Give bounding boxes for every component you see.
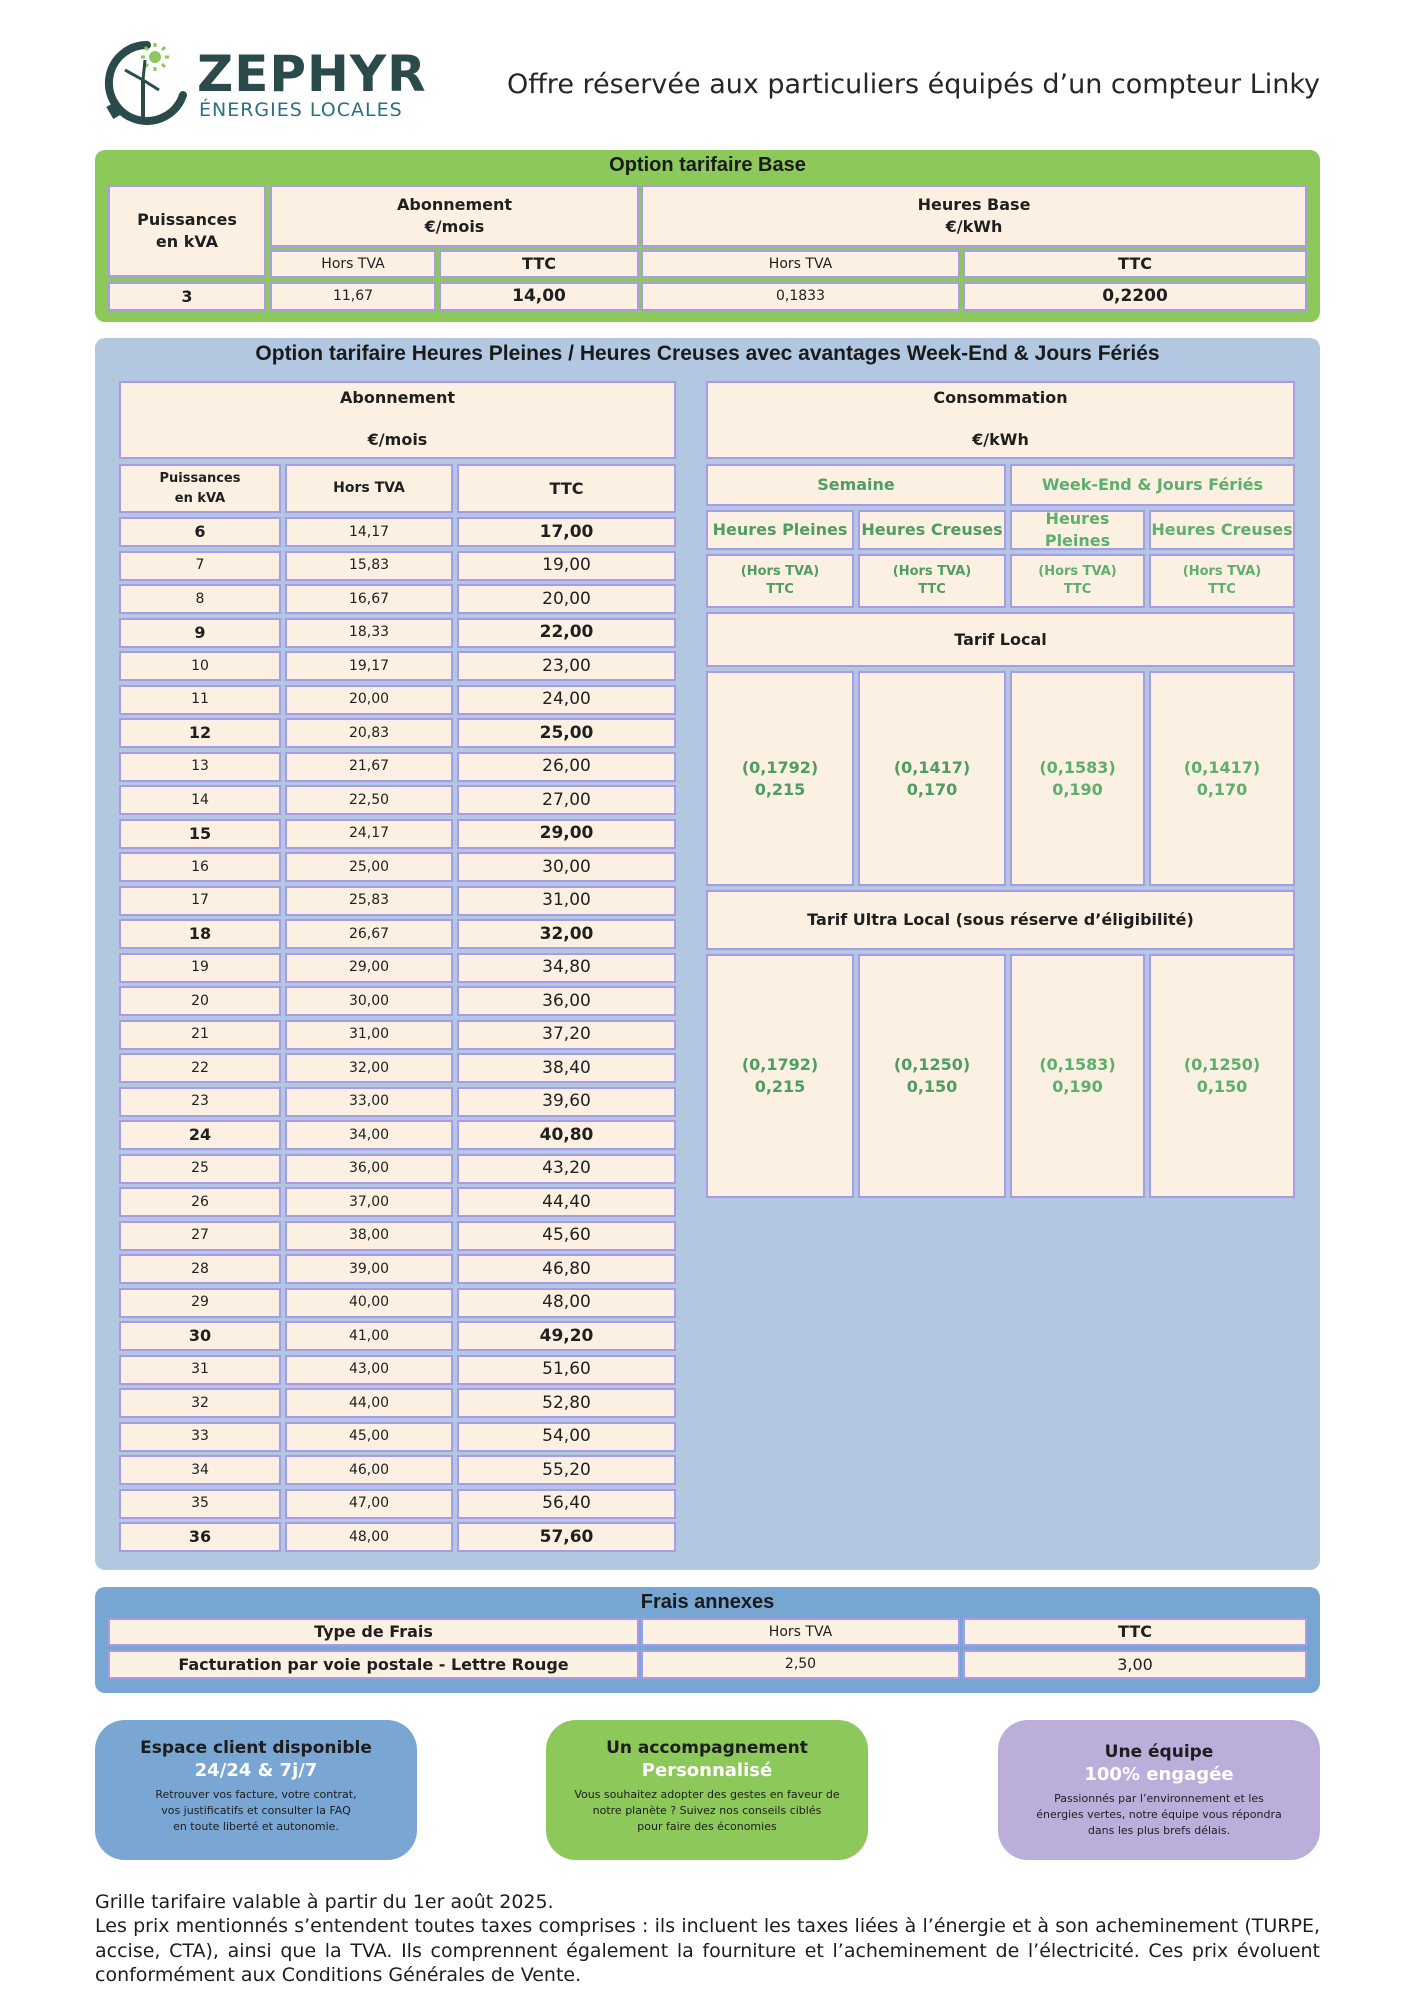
fees-ttc-header: TTC — [963, 1618, 1307, 1646]
row-kva: 22 — [119, 1053, 281, 1083]
row-kva: 7 — [119, 551, 281, 581]
header — [95, 35, 1320, 135]
tarif-ultra-local-header: Tarif Ultra Local (sous réserve d’éligibilité) — [706, 890, 1295, 950]
row-ht: 24,17 — [285, 819, 453, 849]
row-kva: 30 — [119, 1321, 281, 1351]
row-ht: 41,00 — [285, 1321, 453, 1351]
weekend-hc-header: Heures Creuses — [1149, 510, 1295, 550]
row-ht: 15,83 — [285, 551, 453, 581]
local-weekday-hc: (0,1417) 0,170 — [858, 671, 1006, 886]
row-ttc: 26,00 — [457, 752, 676, 782]
row-ht: 45,00 — [285, 1422, 453, 1452]
hphc-subscription-header: Abonnement €/mois — [119, 381, 676, 459]
row-ht: 31,00 — [285, 1020, 453, 1050]
row-ht: 47,00 — [285, 1489, 453, 1519]
row-ttc: 19,00 — [457, 551, 676, 581]
row-ht: 33,00 — [285, 1087, 453, 1117]
row-ht: 18,33 — [285, 618, 453, 648]
price-disclaimer: Les prix mentionnés s’entendent toutes taxes comprises : ils incluent les taxes liées à l’énergie et à son acheminement (TURPE, accise, CTA), ainsi que la TVA. Ils comprennent également la fourniture et l’acheminement de l’électricité. Ces prix évoluent conformément aux Conditions Générales de Vente. — [95, 1915, 1320, 1986]
row-kva: 16 — [119, 852, 281, 882]
row-ttc: 31,00 — [457, 886, 676, 916]
row-ttc: 30,00 — [457, 852, 676, 882]
row-ht: 25,83 — [285, 886, 453, 916]
row-ht: 32,00 — [285, 1053, 453, 1083]
row-kva: 10 — [119, 651, 281, 681]
row-ttc: 51,60 — [457, 1355, 676, 1385]
row-ttc: 54,00 — [457, 1422, 676, 1452]
row-ttc: 25,00 — [457, 718, 676, 748]
local-weekend-hp: (0,1583) 0,190 — [1010, 671, 1145, 886]
row-ttc: 49,20 — [457, 1321, 676, 1351]
row-kva: 11 — [119, 685, 281, 715]
row-ht: 43,00 — [285, 1355, 453, 1385]
row-ht: 25,00 — [285, 852, 453, 882]
base-row-hb-ht: 0,1833 — [641, 282, 960, 311]
row-ttc: 57,60 — [457, 1522, 676, 1552]
base-hours-header: Heures Base €/kWh — [641, 185, 1307, 247]
local-weekend-hc: (0,1417) 0,170 — [1149, 671, 1295, 886]
row-kva: 25 — [119, 1154, 281, 1184]
ultra-weekend-hc: (0,1250) 0,150 — [1149, 954, 1295, 1198]
row-ht: 36,00 — [285, 1154, 453, 1184]
row-ttc: 48,00 — [457, 1288, 676, 1318]
hphc-ht-header: Hors TVA — [285, 464, 453, 513]
row-kva: 35 — [119, 1489, 281, 1519]
row-kva: 13 — [119, 752, 281, 782]
brand-subtitle: ÉNERGIES LOCALES — [199, 99, 403, 121]
weekday-hp-units: (Hors TVA) TTC — [706, 554, 854, 608]
tarif-local-header: Tarif Local — [706, 612, 1295, 667]
hphc-ttc-header: TTC — [457, 464, 676, 513]
base-option-panel — [95, 150, 1320, 322]
row-ht: 22,50 — [285, 785, 453, 815]
row-kva: 32 — [119, 1388, 281, 1418]
row-ttc: 44,40 — [457, 1187, 676, 1217]
row-ht: 21,67 — [285, 752, 453, 782]
row-kva: 18 — [119, 919, 281, 949]
row-ttc: 23,00 — [457, 651, 676, 681]
row-ht: 19,17 — [285, 651, 453, 681]
base-row-abo-ttc: 14,00 — [439, 282, 639, 311]
base-hb-ttc-header: TTC — [963, 250, 1307, 278]
base-option-title: Option tarifaire Base — [609, 154, 806, 176]
weekday-hc-units: (Hors TVA) TTC — [858, 554, 1006, 608]
row-ttc: 37,20 — [457, 1020, 676, 1050]
base-power-header: Puissances en kVA — [108, 185, 266, 277]
row-kva: 20 — [119, 986, 281, 1016]
fees-title: Frais annexes — [640, 1591, 775, 1613]
row-ttc: 55,20 — [457, 1455, 676, 1485]
row-ttc: 32,00 — [457, 919, 676, 949]
base-row-hb-ttc: 0,2200 — [963, 282, 1307, 311]
ultra-weekday-hc: (0,1250) 0,150 — [858, 954, 1006, 1198]
fees-row-ttc: 3,00 — [963, 1650, 1307, 1679]
row-kva: 15 — [119, 819, 281, 849]
row-ttc: 29,00 — [457, 819, 676, 849]
row-kva: 6 — [119, 517, 281, 547]
row-ht: 39,00 — [285, 1254, 453, 1284]
row-kva: 31 — [119, 1355, 281, 1385]
base-row-kva: 3 — [108, 282, 266, 311]
row-kva: 24 — [119, 1120, 281, 1150]
row-ht: 44,00 — [285, 1388, 453, 1418]
pill-support: Un accompagnement Personnalisé Vous souhaitez adopter des gestes en faveur de notre planète ? Suivez nos conseils ciblés pour faire des économies — [546, 1720, 868, 1860]
row-ttc: 22,00 — [457, 618, 676, 648]
hphc-option-panel — [95, 338, 1320, 1570]
fees-panel — [95, 1587, 1320, 1693]
weekday-hc-header: Heures Creuses — [858, 510, 1006, 550]
row-ht: 14,17 — [285, 517, 453, 547]
row-kva: 27 — [119, 1221, 281, 1251]
row-kva: 23 — [119, 1087, 281, 1117]
row-kva: 17 — [119, 886, 281, 916]
row-ttc: 56,40 — [457, 1489, 676, 1519]
hphc-power-header: Puissances en kVA — [119, 464, 281, 513]
brand-name: ZEPHYR — [197, 45, 427, 103]
row-ht: 20,83 — [285, 718, 453, 748]
row-ht: 38,00 — [285, 1221, 453, 1251]
validity-note: Grille tarifaire valable à partir du 1er août 2025. — [95, 1891, 554, 1913]
row-ttc: 34,80 — [457, 953, 676, 983]
weekend-header: Week-End & Jours Fériés — [1010, 464, 1295, 506]
row-ht: 34,00 — [285, 1120, 453, 1150]
row-ht: 37,00 — [285, 1187, 453, 1217]
row-ht: 46,00 — [285, 1455, 453, 1485]
row-ttc: 36,00 — [457, 986, 676, 1016]
row-kva: 28 — [119, 1254, 281, 1284]
fees-ht-header: Hors TVA — [641, 1618, 960, 1646]
row-kva: 34 — [119, 1455, 281, 1485]
weekend-hp-units: (Hors TVA) TTC — [1010, 554, 1145, 608]
footer-notes — [95, 1890, 1320, 1987]
row-ht: 16,67 — [285, 584, 453, 614]
weekend-hc-units: (Hors TVA) TTC — [1149, 554, 1295, 608]
row-kva: 19 — [119, 953, 281, 983]
weekday-header: Semaine — [706, 464, 1006, 506]
brand-logo — [95, 35, 427, 130]
row-ttc: 24,00 — [457, 685, 676, 715]
row-kva: 12 — [119, 718, 281, 748]
wind-plug-icon — [95, 35, 195, 130]
row-ttc: 20,00 — [457, 584, 676, 614]
row-ht: 30,00 — [285, 986, 453, 1016]
row-ht: 40,00 — [285, 1288, 453, 1318]
row-kva: 8 — [119, 584, 281, 614]
base-abo-ttc-header: TTC — [439, 250, 639, 278]
row-ht: 26,67 — [285, 919, 453, 949]
row-ttc: 40,80 — [457, 1120, 676, 1150]
pill-customer-space: Espace client disponible 24/24 & 7j/7 Retrouver vos facture, votre contrat, vos justificatifs et consulter la FAQ en toute liberté et autonomie. — [95, 1720, 417, 1860]
row-ttc: 17,00 — [457, 517, 676, 547]
fees-row-label: Facturation par voie postale - Lettre Rouge — [108, 1650, 639, 1679]
row-kva: 9 — [119, 618, 281, 648]
local-weekday-hp: (0,1792) 0,215 — [706, 671, 854, 886]
row-ht: 29,00 — [285, 953, 453, 983]
hphc-option-title: Option tarifaire Heures Pleines / Heures Creuses avec avantages Week-End & Jours Fériés — [255, 342, 1160, 365]
ultra-weekday-hp: (0,1792) 0,215 — [706, 954, 854, 1198]
row-ttc: 43,20 — [457, 1154, 676, 1184]
row-kva: 36 — [119, 1522, 281, 1552]
row-ttc: 39,60 — [457, 1087, 676, 1117]
row-kva: 33 — [119, 1422, 281, 1452]
page-tagline: Offre réservée aux particuliers équipés d’un compteur Linky — [506, 69, 1320, 100]
base-hb-ht-header: Hors TVA — [641, 250, 960, 278]
row-ht: 20,00 — [285, 685, 453, 715]
row-kva: 14 — [119, 785, 281, 815]
fees-type-header: Type de Frais — [108, 1618, 639, 1646]
base-subscription-header: Abonnement €/mois — [270, 185, 639, 247]
row-ttc: 46,80 — [457, 1254, 676, 1284]
ultra-weekend-hp: (0,1583) 0,190 — [1010, 954, 1145, 1198]
weekday-hp-header: Heures Pleines — [706, 510, 854, 550]
row-kva: 21 — [119, 1020, 281, 1050]
row-ttc: 38,40 — [457, 1053, 676, 1083]
row-kva: 26 — [119, 1187, 281, 1217]
consumption-header: Consommation €/kWh — [706, 381, 1295, 459]
pill-team: Une équipe 100% engagée Passionnés par l’environnement et les énergies vertes, notre équipe vous répondra dans les plus brefs délais. — [998, 1720, 1320, 1860]
row-ttc: 52,80 — [457, 1388, 676, 1418]
base-row-abo-ht: 11,67 — [270, 282, 436, 311]
row-ttc: 27,00 — [457, 785, 676, 815]
row-kva: 29 — [119, 1288, 281, 1318]
weekend-hp-header: Heures Pleines — [1010, 510, 1145, 550]
base-abo-ht-header: Hors TVA — [270, 250, 436, 278]
row-ht: 48,00 — [285, 1522, 453, 1552]
fees-row-ht: 2,50 — [641, 1650, 960, 1679]
row-ttc: 45,60 — [457, 1221, 676, 1251]
